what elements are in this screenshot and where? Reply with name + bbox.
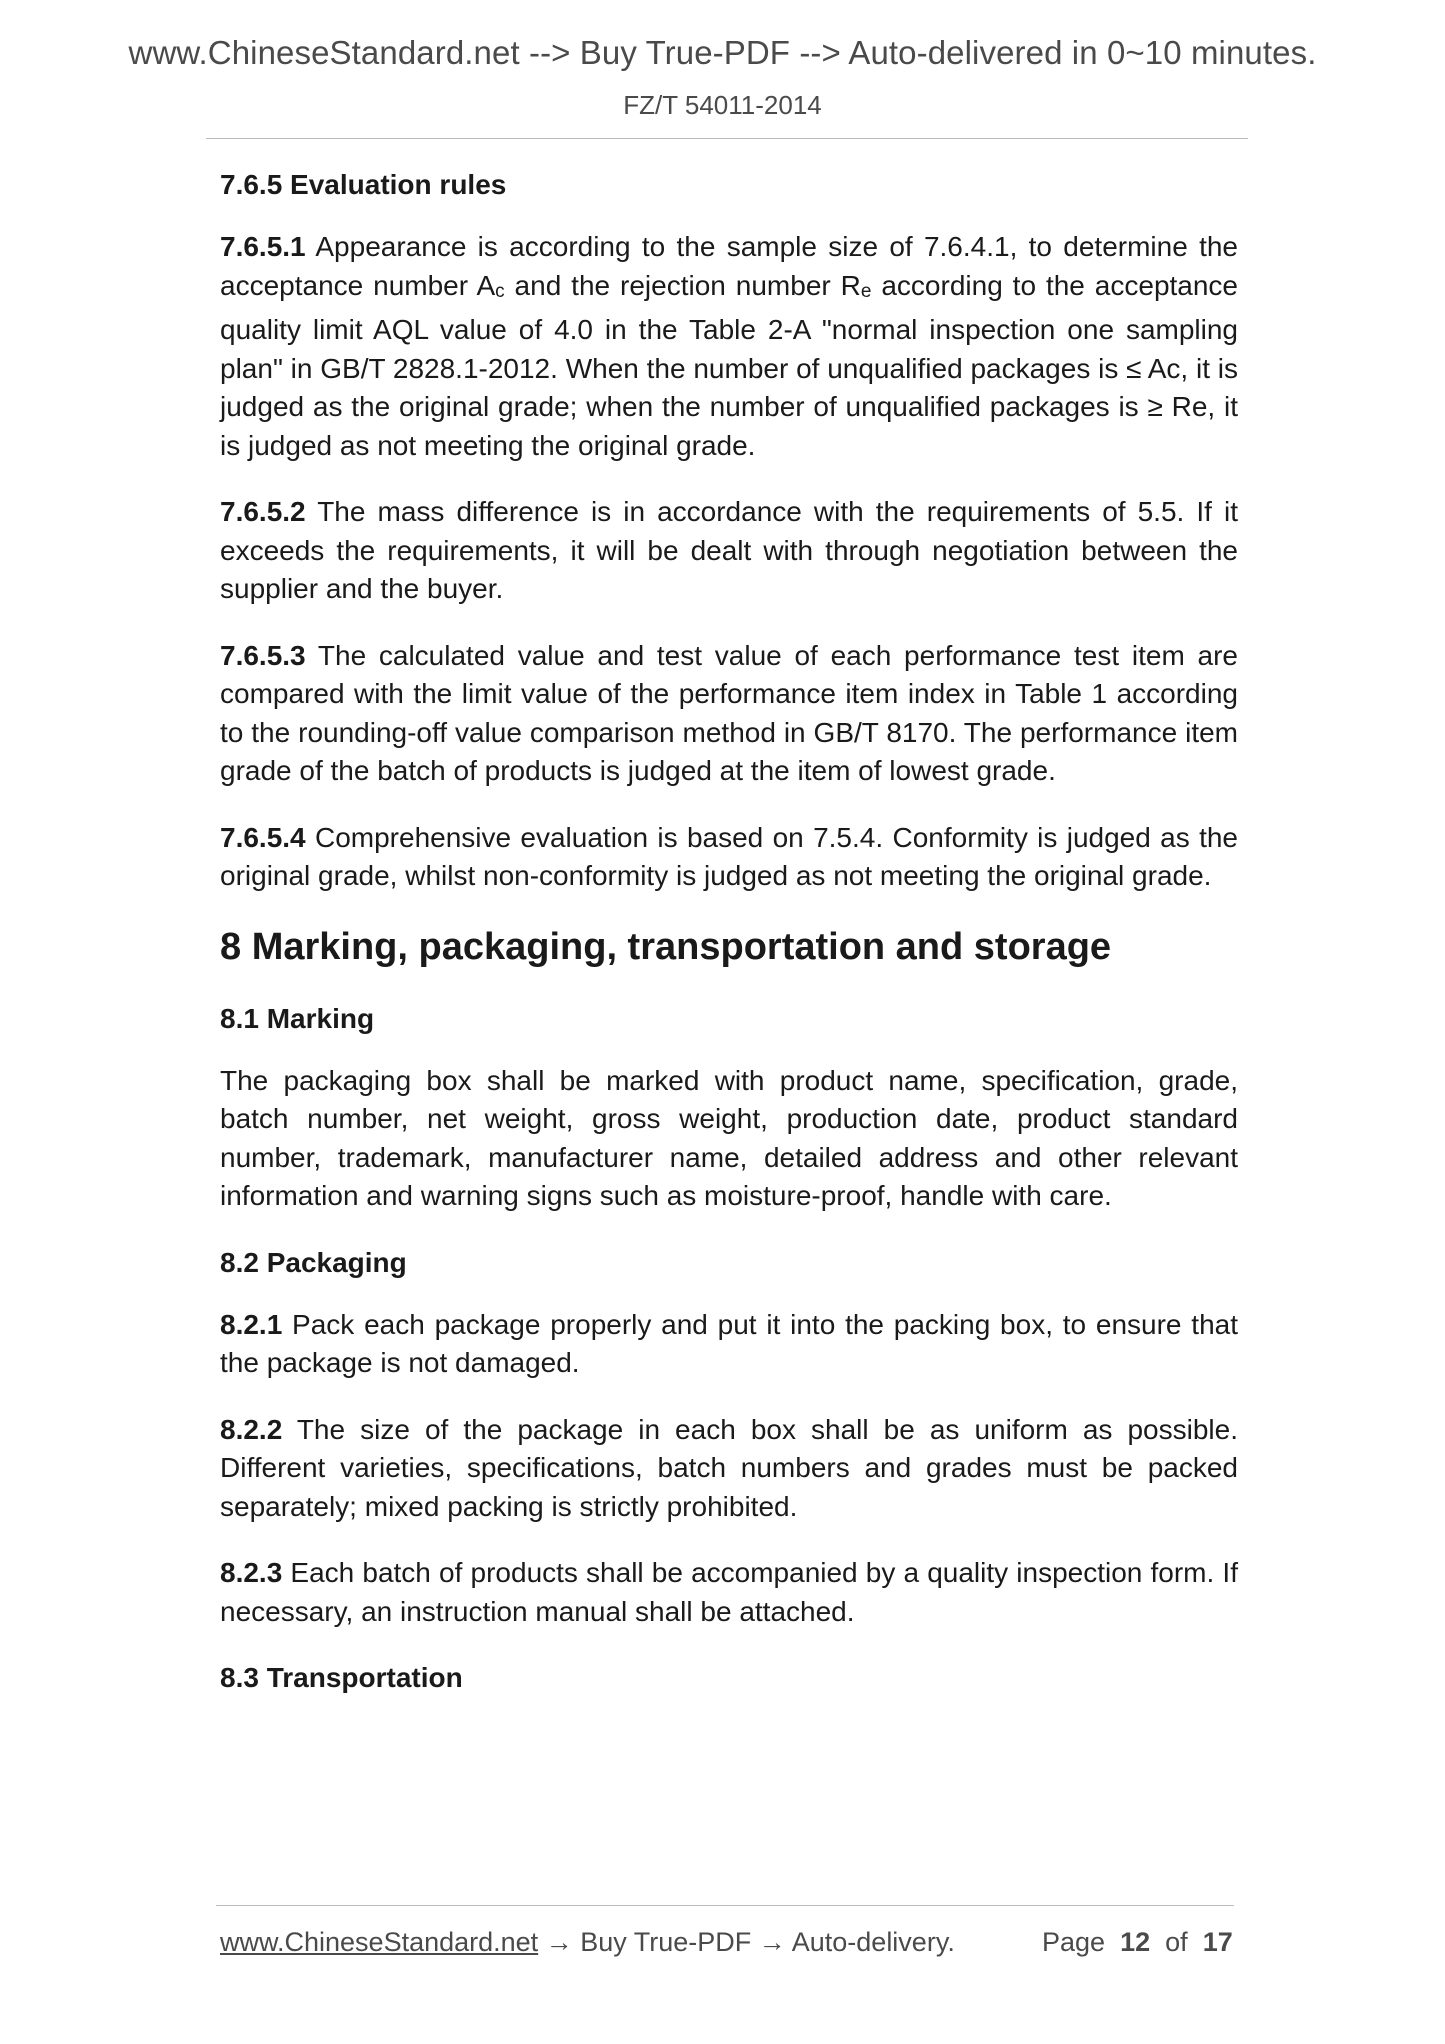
subscript-c: c [495, 280, 505, 302]
clause-number: 8.2.3 [220, 1557, 283, 1588]
page-label: Page [1042, 1927, 1106, 1957]
heading-8-3: 8.3 Transportation [220, 1662, 463, 1693]
clause-7-6-5-4 [220, 819, 1238, 896]
clause-number: 8.2.2 [220, 1413, 283, 1445]
heading-8-1: 8.1 Marking [220, 1002, 375, 1034]
clause-text: Pack each package properly and put it into the packing box, to ensure that the package is not damaged. [220, 1308, 1238, 1378]
clause-7-6-5-1 [220, 228, 1238, 465]
clause-text: The calculated value and test value of each performance test item are compared with the limit value of the performance item index in Table 1 according to the rounding-off value comparison method in GB/T 8170. The performance item grade of the batch of products is judged at the item of lowest grade. [220, 639, 1238, 786]
clause-number: 8.2.1 [220, 1308, 283, 1340]
standard-code: FZ/T 54011-2014 [623, 90, 822, 120]
clause-text: and the rejection number R [504, 269, 861, 301]
subscript-e: e [860, 280, 872, 302]
clause-text: The mass difference is in accordance with the requirements of 5.5. If it exceeds the requirements, it will be dealt with through negotiation between the supplier and the buyer. [220, 496, 1238, 604]
clause-7-6-5-3 [220, 637, 1238, 791]
page-current: 12 [1120, 1927, 1151, 1957]
clause-text: Appearance is according to the sample size of 7.6.4.1, to determine the acceptance number A [220, 231, 1238, 301]
clause-number: 7.6.5.2 [220, 496, 306, 527]
footer-promo [220, 1927, 955, 1958]
clause-text: Comprehensive evaluation is based on 7.5.4. Conformity is judged as the original grade, whilst non-conformity is judged as not meeting the original grade. [220, 821, 1238, 891]
clause-8-2-1 [220, 1306, 1238, 1383]
footer-divider [216, 1905, 1234, 1906]
header-divider [206, 138, 1248, 139]
page-total: 17 [1202, 1927, 1233, 1957]
clause-text: according to the acceptance quality limit AQL value of 4.0 in the Table 2-A "normal inspection one sampling plan" in GB/T 2828.1-2012. When the number of unqualified packages is ≤ Ac, it is judged as the original grade; when the number of unqualified packages is ≥ Re, it is judged as not meeting the original grade. [220, 269, 1239, 461]
footer-promo-text: → Buy True-PDF → Auto-delivery. [538, 1927, 955, 1957]
footer-site-link[interactable]: www.ChineseStandard.net [220, 1927, 539, 1957]
heading-8-2: 8.2 Packaging [220, 1246, 407, 1278]
heading-7-6-5: 7.6.5 Evaluation rules [220, 169, 507, 200]
top-banner: www.ChineseStandard.net --> Buy True-PDF --> Auto-delivered in 0~10 minutes. [128, 34, 1317, 71]
clause-8-2-2 [220, 1411, 1238, 1527]
page-content [220, 166, 1238, 1721]
page-indicator [1042, 1927, 1233, 1958]
clause-7-6-5-2 [220, 493, 1238, 609]
clause-number: 7.6.5.1 [220, 231, 306, 262]
clause-text: Each batch of products shall be accompanied by a quality inspection form. If necessary, an instruction manual shall be attached. [220, 1557, 1238, 1627]
heading-section-8: 8 Marking, packaging, transportation and storage [220, 925, 1112, 968]
clause-number: 7.6.5.4 [220, 821, 306, 853]
clause-text: The size of the package in each box shall be as uniform as possible. Different varieties, specifications, batch numbers and grades must be packed separately; mixed packing is strictly prohibited. [220, 1413, 1238, 1522]
clause-8-2-3 [220, 1554, 1238, 1631]
marking-paragraph: The packaging box shall be marked with product name, specification, grade, batch number, net weight, gross weight, production date, product standard number, trademark, manufacturer name, detailed address and other relevant information and warning signs such as moisture-proof, handle with care. [220, 1064, 1238, 1211]
clause-number: 7.6.5.3 [220, 639, 306, 671]
page-of-label: of [1165, 1927, 1188, 1957]
